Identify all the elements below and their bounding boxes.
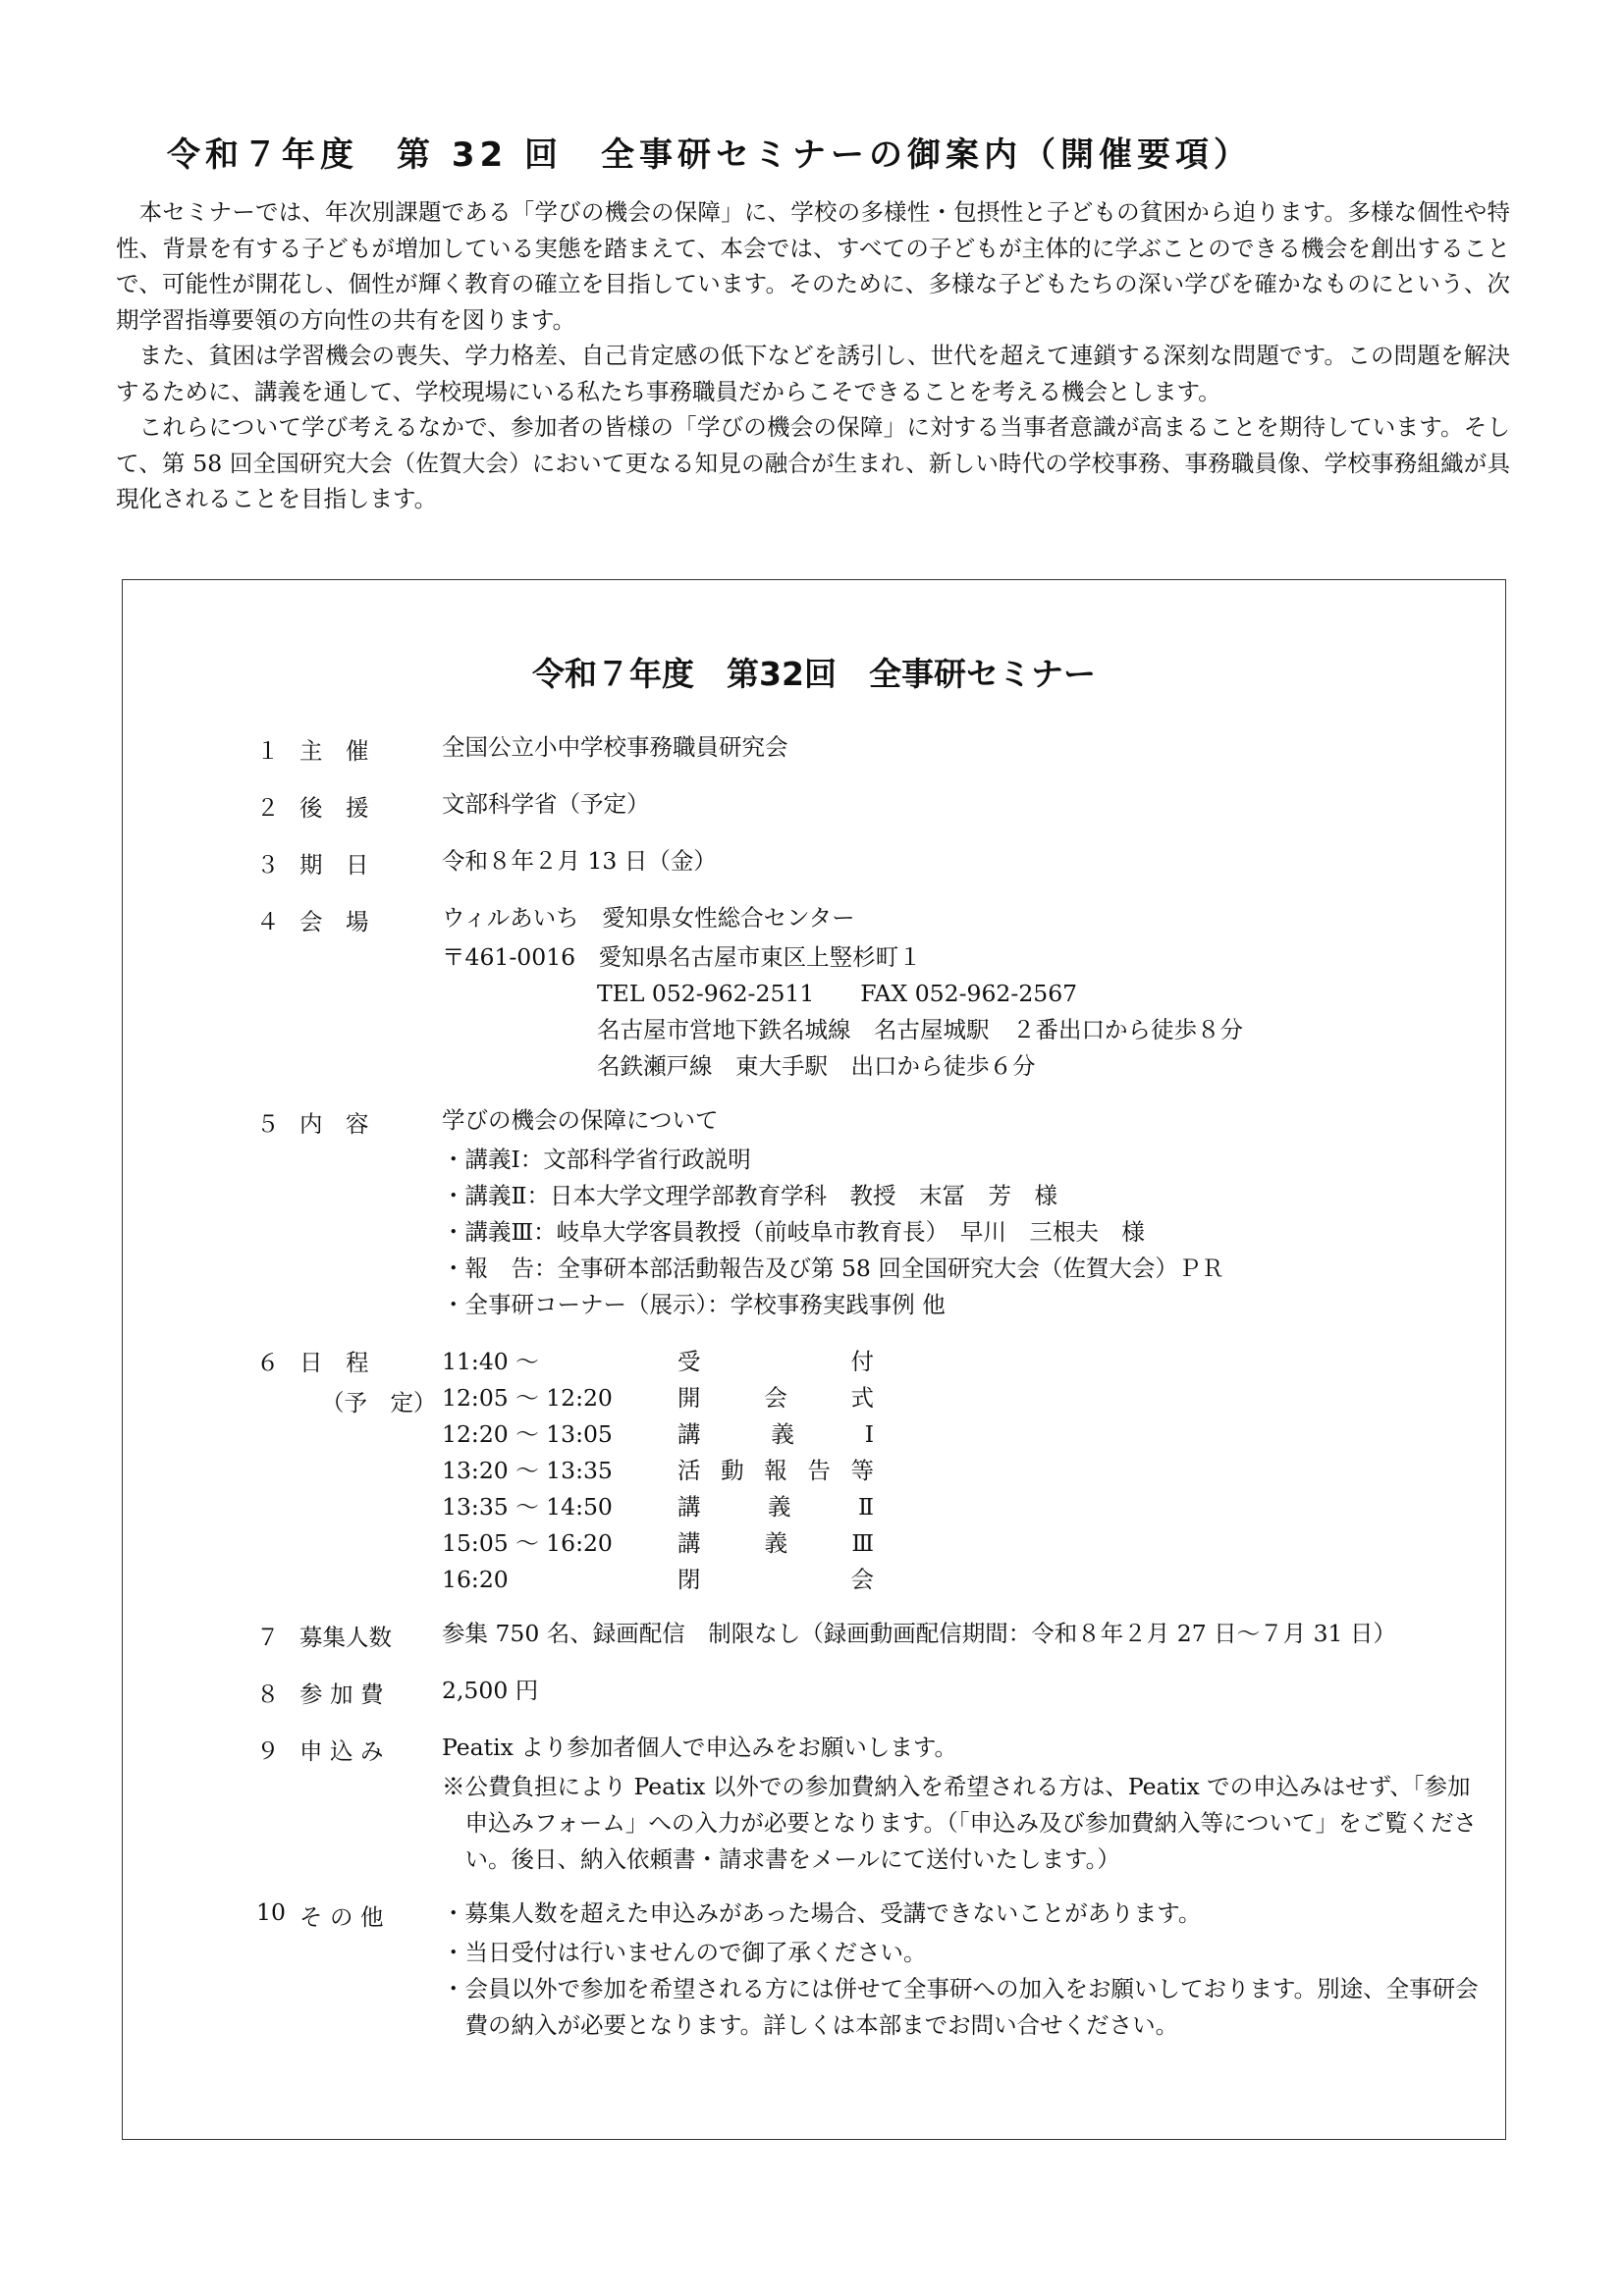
schedule-time: 12:20 ～ 13:05 [442,1420,613,1448]
item-number: ７ [256,1624,280,1651]
schedule-activity: 閉会 [677,1566,874,1593]
item-capacity [256,1619,1484,1655]
schedule-activity: 講義Ⅰ [677,1420,874,1448]
schedule-time: 12:05 ～ 12:20 [442,1384,613,1412]
schedule-activity: 活動報告等 [677,1457,874,1484]
item-number: ６ [256,1349,280,1376]
item-apply [256,1733,1484,1878]
item-label [299,1344,442,1598]
item-fee [256,1676,1484,1712]
item-content [256,1105,1484,1323]
item-label: そ の 他 [299,1903,384,1931]
apply-instruction: Peatix より参加者個人で申込みをお願いします。 [442,1734,957,1761]
seminar-outline-box [122,579,1506,2140]
page-title: 令和７年度 第 32 回 全事研セミナーの御案内（開催要項） [167,135,1252,175]
schedule-activity: 開会式 [677,1384,874,1412]
schedule-table [442,1344,1484,1598]
item-label: 期 日 [299,851,369,879]
intro-text [116,194,1510,517]
schedule-activity: 講義Ⅱ [677,1493,874,1521]
content-line: ・報 告：全事研本部活動報告及び第 58 回全国研究大会（佐賀大会）ＰＲ [442,1255,1224,1282]
item-number: 10 [256,1898,286,1926]
item-host [256,732,1484,769]
intro-paragraph: また、貧困は学習機会の喪失、学力格差、自己肯定感の低下などを誘引し、世代を超えて連鎖する深刻な問題です。この問題を解決するために、講義を通して、学校現場にいる私たち事務職員だからこそできることを考える機会とします。 [116,342,1510,405]
schedule-time: 15:05 ～ 16:20 [442,1529,613,1557]
outline-items [256,732,1484,2064]
schedule-activity: 講義Ⅲ [677,1529,874,1557]
item-other [256,1898,1484,2044]
item-number: ４ [256,908,280,935]
content-line: ・講義Ⅰ：文部科学省行政説明 [442,1146,751,1173]
intro-paragraph: これらについて学び考えるなかで、参加者の皆様の「学びの機会の保障」に対する当事者意識が高まることを期待しています。そして、第 58 回全国研究大会（佐賀大会）において更なる知見の融合が生まれ、新しい時代の学校事務、事務職員像、学校事務組織が具現化されることを目指します。 [116,413,1510,512]
item-label: 会 場 [299,908,369,935]
seminar-title: 令和７年度 第32回 全事研セミナー [532,655,1096,693]
item-label: 募集人数 [299,1624,392,1651]
item-support [256,789,1484,826]
schedule-label: 日 程 [299,1349,369,1376]
intro-paragraph: 本セミナーでは、年次別課題である「学びの機会の保障」に、学校の多様性・包摂性と子どもの貧困から迫ります。多様な個性や特性、背景を有する子どもが増加している実態を踏まえて、本会では、すべての子どもが主体的に学ぶことのできる機会を創出することで、可能性が開花し、個性が輝く教育の確立を目指しています。そのために、多様な子どもたちの深い学びを確かなものにという、次期学習指導要領の方向性の共有を図ります。 [116,198,1510,334]
content-line: ・講義Ⅲ：岐阜大学客員教授（前岐阜市教育長） 早川 三根夫 様 [442,1218,1145,1246]
schedule-time: 13:20 ～ 13:35 [442,1457,613,1484]
item-number: ２ [256,794,280,822]
other-note: ・募集人数を超えた申込みがあった場合、受講できないことがあります。 [442,1899,1202,1927]
schedule-label-note: （予 定） [321,1389,437,1416]
item-number: １ [256,737,280,765]
venue-tel-fax: TEL 052-962-2511 FAX 052-962-2567 [597,980,1078,1007]
other-note: ・当日受付は行いませんので御了承ください。 [442,1939,927,1966]
item-venue [256,903,1484,1085]
content-line: ・全事研コーナー（展示）：学校事務実践事例 他 [442,1291,946,1318]
other-note: ・会員以外で参加を希望される方には併せて全事研への加入をお願いしております。別途、全事研会費の納入が必要となります。詳しくは本部までお問い合せください。 [442,1975,1479,2039]
item-label: 申 込 み [299,1737,384,1765]
item-label: 主 催 [299,737,369,765]
item-number: ５ [256,1110,280,1138]
apply-note: ※公費負担により Peatix 以外での参加費納入を希望される方は、Peatix での申込みはせず、「参加申込みフォーム」への入力が必要となります。（「申込み及び参加費納入等について」をご覧ください。後日、納入依頼書・請求書をメールにて送付いたします。） [442,1773,1477,1873]
item-number: ９ [256,1737,280,1765]
venue-access: 名古屋市営地下鉄名城線 名古屋城駅 ２番出口から徒歩８分 [597,1016,1243,1043]
schedule-time: 13:35 ～ 14:50 [442,1493,613,1521]
content-theme: 学びの機会の保障について [442,1106,719,1134]
date-value: 令和８年２月 13 日（金） [442,847,717,875]
venue-name: ウィルあいち 愛知県女性総合センター [442,904,855,932]
item-date [256,846,1484,882]
support-value: 文部科学省（予定） [442,790,650,818]
item-label: 参 加 費 [299,1681,384,1708]
item-number: ８ [256,1681,280,1708]
schedule-time: 11:40 ～ [442,1348,539,1375]
fee-value: 2,500 円 [442,1677,539,1704]
venue-access: 名鉄瀬戸線 東大手駅 出口から徒歩６分 [597,1052,1036,1080]
schedule-activity: 受付 [677,1348,874,1375]
schedule-time: 16:20 [442,1566,509,1593]
venue-address: 〒461-0016 愛知県名古屋市東区上竪杉町１ [442,943,922,971]
content-line: ・講義Ⅱ：日本大学文理学部教育学科 教授 末冨 芳 様 [442,1182,1057,1209]
item-number: ３ [256,851,280,879]
item-label: 内 容 [299,1110,369,1138]
item-label: 後 援 [299,794,369,822]
host-value: 全国公立小中学校事務職員研究会 [442,733,788,761]
capacity-value: 参集 750 名、録画配信 制限なし（録画動画配信期間：令和８年２月 27 日～７月 31 日） [442,1620,1396,1647]
item-schedule [256,1344,1484,1598]
